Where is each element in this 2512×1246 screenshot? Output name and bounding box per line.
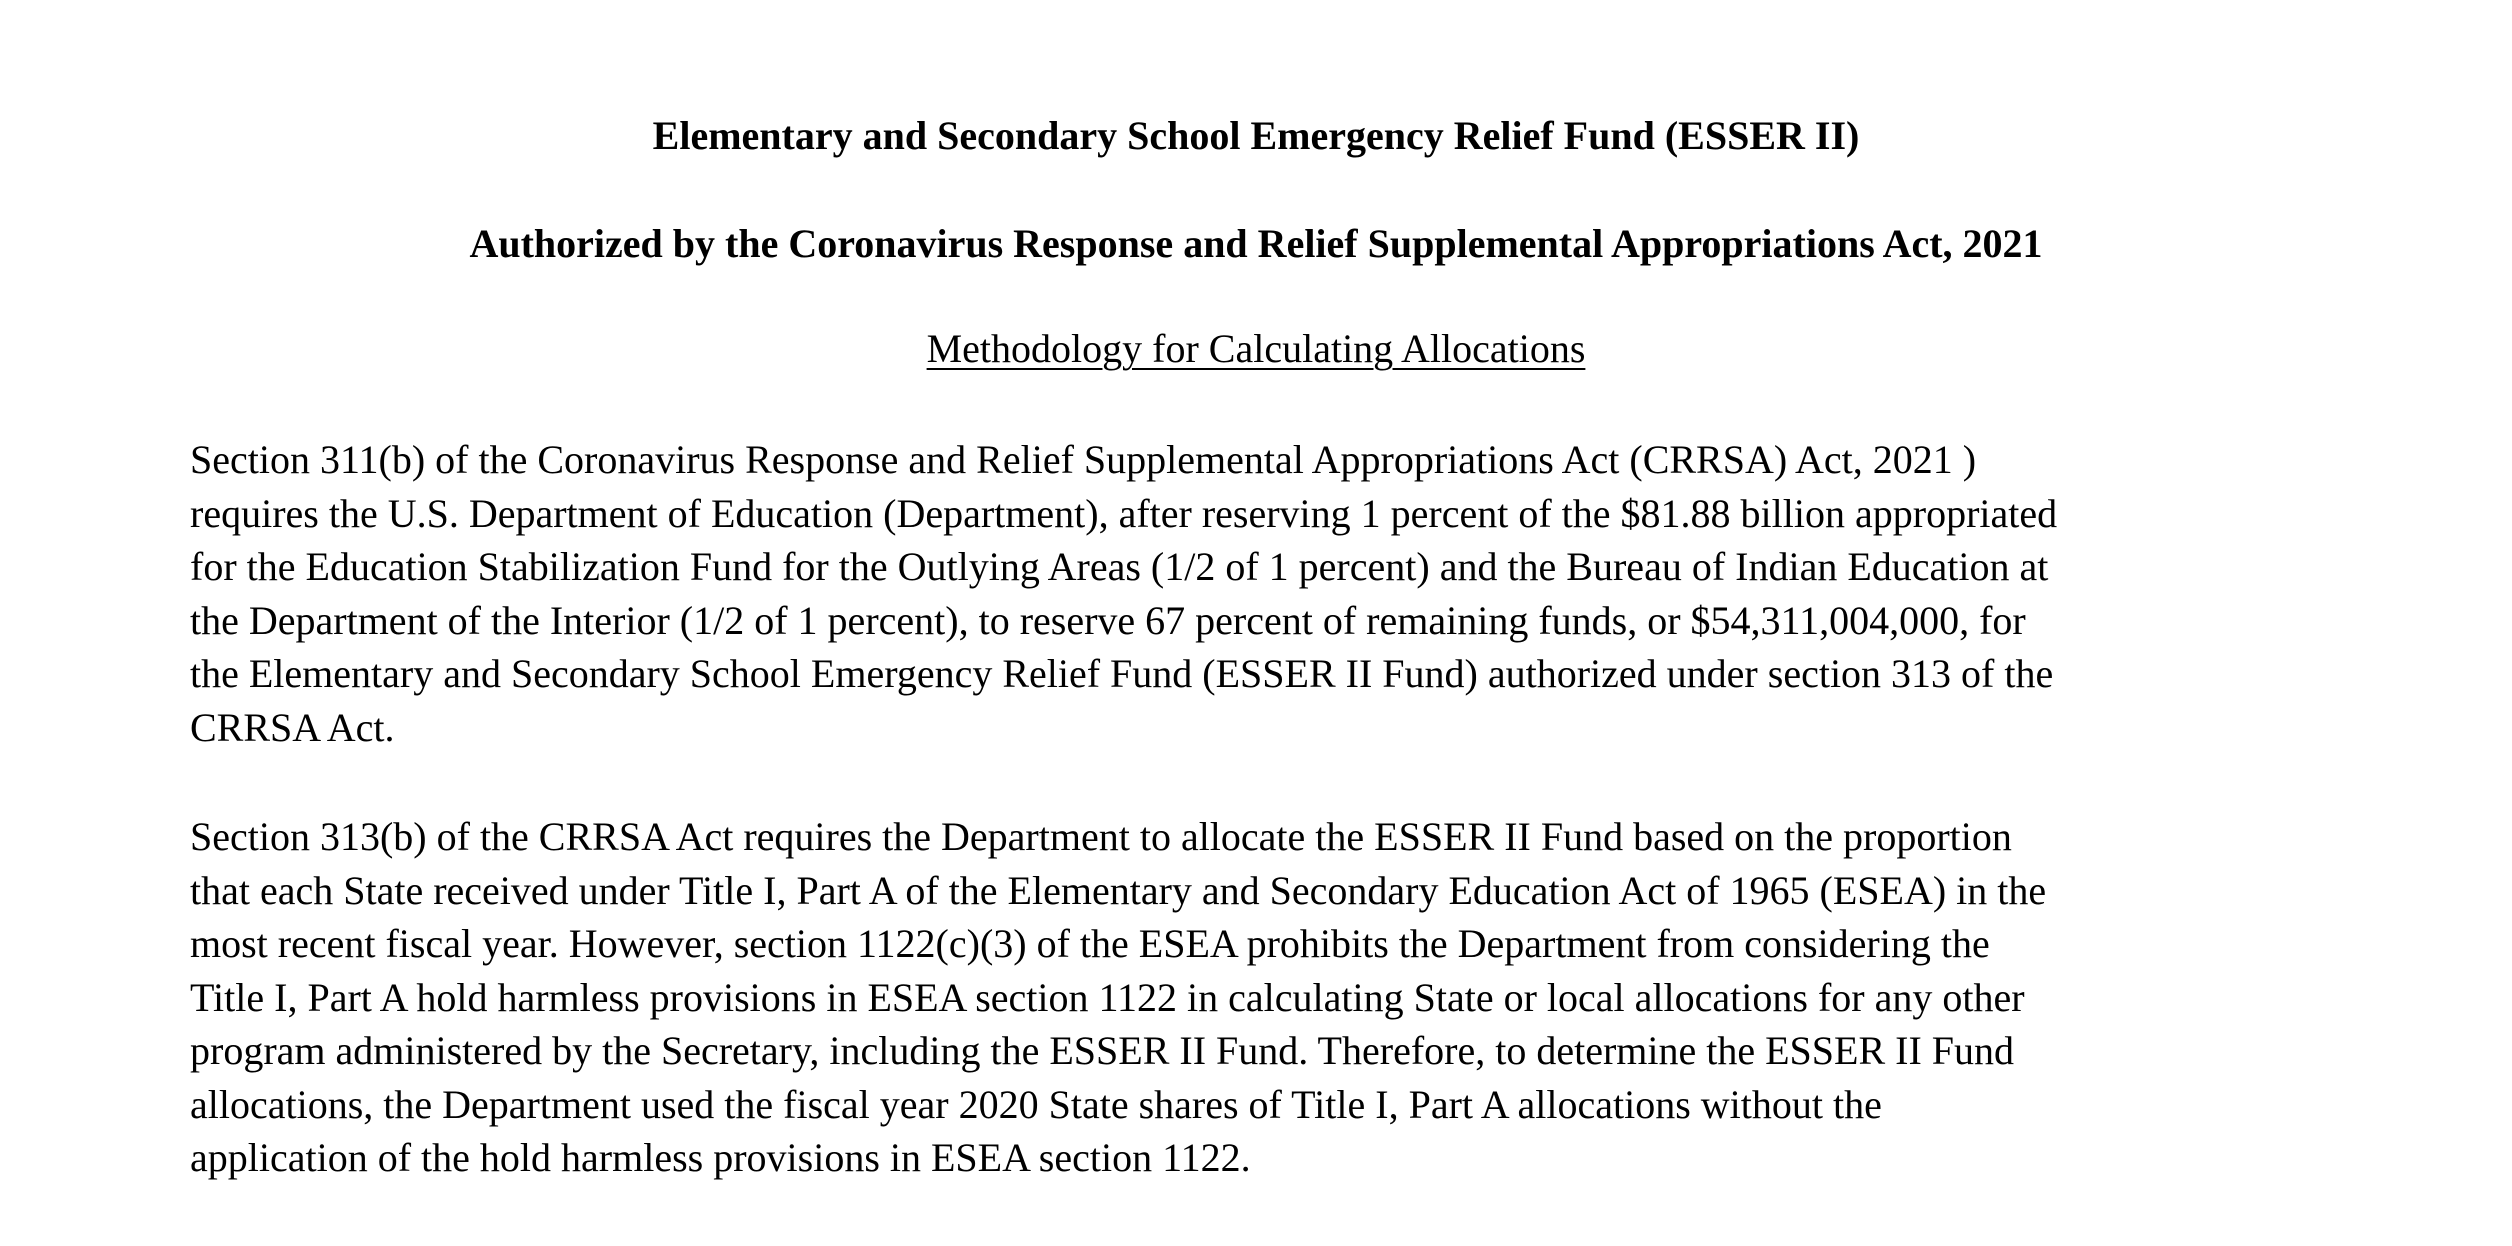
document-title: Elementary and Secondary School Emergency Relief Fund (ESSER II): [652, 113, 1860, 158]
paragraph-line: Section 311(b) of the Coronavirus Response and Relief Supplemental Appropriations Act (CRRSA) Act, 2021 ): [190, 437, 1977, 482]
paragraph-line: that each State received under Title I, Part A of the Elementary and Secondary Education Act of 1965 (ESEA) in the: [190, 867, 2047, 913]
paragraph-line: Title I, Part A hold harmless provisions in ESEA section 1122 in calculating State or local allocations for any other: [190, 974, 2025, 1020]
paragraph-line: application of the hold harmless provisions in ESEA section 1122.: [190, 1135, 1251, 1180]
paragraph-line: most recent fiscal year. However, section 1122(c)(3) of the ESEA prohibits the Department from considering the: [190, 921, 1990, 966]
paragraph-line: Section 313(b) of the CRRSA Act requires the Department to allocate the ESSER II Fund based on the proportion: [190, 814, 2012, 859]
document-subtitle: Authorized by the Coronavirus Response and Relief Supplemental Appropriations Act, 2021: [469, 221, 2043, 266]
paragraph-line: program administered by the Secretary, including the ESSER II Fund. Therefore, to determine the ESSER II Fund: [190, 1028, 2015, 1073]
paragraph-line: the Elementary and Secondary School Emergency Relief Fund (ESSER II Fund) authorized under section 313 of the: [190, 651, 2054, 696]
paragraph-line: for the Education Stabilization Fund for the Outlying Areas (1/2 of 1 percent) and the Bureau of Indian Education at: [190, 544, 2049, 589]
paragraph-line: CRRSA Act.: [190, 704, 395, 750]
paragraph-line: allocations, the Department used the fiscal year 2020 State shares of Title I, Part A allocations without the: [190, 1081, 1882, 1127]
paragraph-section-311b: [190, 433, 2390, 754]
paragraph-line: the Department of the Interior (1/2 of 1 percent), to reserve 67 percent of remaining funds, or $54,311,004,000, for: [190, 597, 2026, 643]
paragraph-line: requires the U.S. Department of Education (Department), after reserving 1 percent of the $81.88 billion appropriated: [190, 490, 2058, 536]
section-heading: Methodology for Calculating Allocations: [926, 326, 1586, 371]
paragraph-section-313b: [190, 810, 2390, 1185]
